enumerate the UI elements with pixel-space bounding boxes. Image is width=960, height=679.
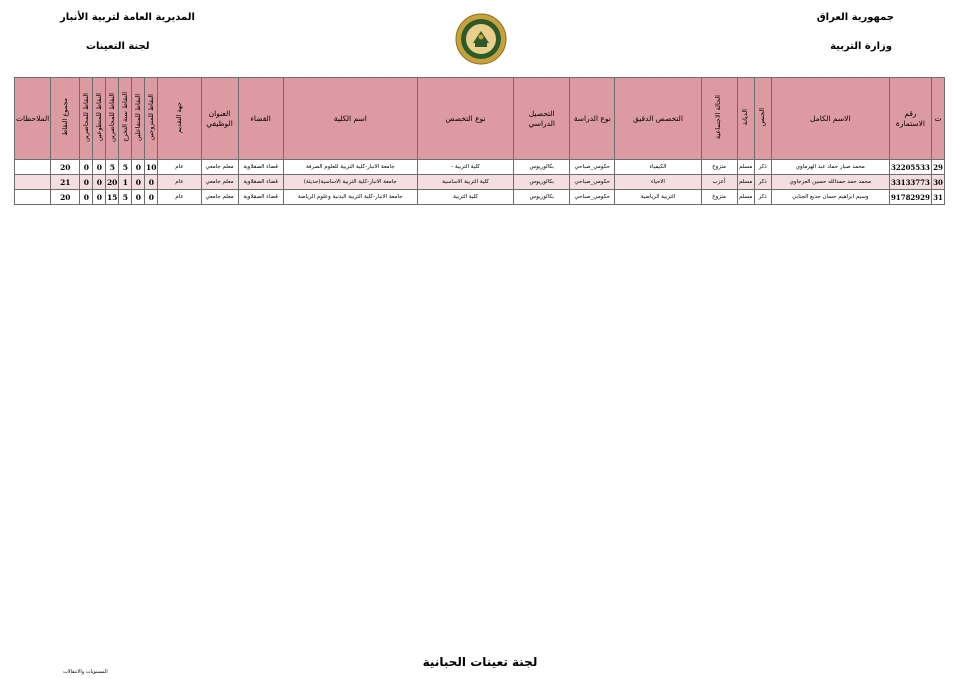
cell-district: قضاء الصقلاوية [238,160,283,175]
cell-points-5: 0 [93,160,106,175]
header-republic: جمهورية العراق [816,12,894,23]
table-row [15,190,945,205]
cell-points-6: 0 [80,175,93,190]
cell-religion: مسلم [737,175,754,190]
cell-notes [15,175,51,190]
col-college: اسم الكلية [283,78,417,160]
cell-gender: ذكر [754,175,771,190]
cell-points-5: 0 [93,175,106,190]
cell-marital: متزوج [701,190,737,205]
col-points-5: النقاط للمتطوعين [93,78,106,160]
cell-apply-side: عام [158,190,201,205]
cell-degree: بكالوريوس [514,190,570,205]
cell-points-2: 0 [132,190,145,205]
cell-form-no: 32205533 [889,160,931,175]
appointments-table [14,77,945,205]
col-points-2: النقاط للمتفاعلين [132,78,145,160]
cell-job-title: معلم جامعي [201,160,238,175]
cell-points-1: 0 [145,175,158,190]
cell-notes [15,190,51,205]
cell-job-title: معلم جامعي [201,190,238,205]
header-ministry: وزارة التربية [830,41,892,52]
header-directorate: المديرية العامة لتربية الأنبار [60,12,195,23]
cell-name: محمد صبار حماد عبد الهرماوي [771,160,889,175]
cell-study-type: حكومي_صباحي [570,175,615,190]
cell-points-1: 0 [145,190,158,205]
cell-marital: متزوج [701,160,737,175]
table-header-row [15,78,945,160]
col-points-1: النقاط للمتزوجين [145,78,158,160]
cell-points-2: 0 [132,175,145,190]
col-points-4: النقاط للمحاضرين [106,78,119,160]
cell-specialization: الاحياء [615,175,701,190]
col-points-6: النقاط للمحاضرين [80,78,93,160]
col-notes: الملاحظات [15,78,51,160]
cell-points-6: 0 [80,160,93,175]
cell-name: محمد حمد حمدالله حسين العرجاوي [771,175,889,190]
cell-religion: مسلم [737,160,754,175]
col-gender: الجنس [754,78,771,160]
col-seq: ت [931,78,944,160]
col-total: مجموع النقاط [51,78,80,160]
table-row [15,175,945,190]
cell-points-1: 10 [145,160,158,175]
cell-points-5: 0 [93,190,106,205]
cell-points-2: 0 [132,160,145,175]
col-district: القضاء [238,78,283,160]
col-form-no: رقم الاستمارة [889,78,931,160]
cell-college: جامعة الانبار-كلية التربية الاساسية(حديثة) [283,175,417,190]
col-spec-type: نوع التخصص [417,78,513,160]
cell-study-type: حكومي_صباحي [570,190,615,205]
cell-college: جامعة الانبار-كلية التربية البدنية وعلوم الرياضة [283,190,417,205]
cell-apply-side: عام [158,160,201,175]
cell-points-4: 15 [106,190,119,205]
cell-seq: 30 [931,175,944,190]
col-degree: التحصيل الدراسي [514,78,570,160]
cell-form-no: 91782929 [889,190,931,205]
col-name: الاسم الكامل [771,78,889,160]
col-job-title: العنوان الوظيفي [201,78,238,160]
cell-job-title: معلم جامعي [201,175,238,190]
col-points-3: النقاط سنة التخرج [119,78,132,160]
cell-total: 20 [51,160,80,175]
cell-marital: أعزب [701,175,737,190]
cell-district: قضاء الصقلاوية [238,190,283,205]
col-study-type: نوع الدراسة [570,78,615,160]
cell-points-3: 1 [119,175,132,190]
cell-total: 21 [51,175,80,190]
cell-apply-side: عام [158,175,201,190]
cell-district: قضاء الصقلاوية [238,175,283,190]
cell-college: جامعة الانبار-كلية التربية للعلوم الصرفة [283,160,417,175]
cell-degree: بكالوريوس [514,160,570,175]
table-row [15,160,945,175]
cell-specialization: التربية الرياضية [615,190,701,205]
col-apply-side: جهة التقديم [158,78,201,160]
cell-seq: 29 [931,160,944,175]
cell-specialization: الكيمياء [615,160,701,175]
footer-note: المستويات والانتقالات [63,669,108,675]
cell-total: 20 [51,190,80,205]
cell-religion: مسلم [737,190,754,205]
col-marital: الحالة الاجتماعية [701,78,737,160]
cell-points-3: 5 [119,190,132,205]
cell-points-6: 0 [80,190,93,205]
cell-name: وسيم ابراهيم حسان جديع الجنابي [771,190,889,205]
footer-committee-title: لجنة تعينات الحبانية [422,655,538,669]
cell-points-3: 5 [119,160,132,175]
cell-form-no: 33133773 [889,175,931,190]
ministry-emblem-icon [455,13,507,65]
col-specialization: التخصص الدقيق [615,78,701,160]
cell-gender: ذكر [754,160,771,175]
cell-points-4: 20 [106,175,119,190]
cell-seq: 31 [931,190,944,205]
cell-spec-type: كلية التربية - [417,160,513,175]
cell-gender: ذكر [754,190,771,205]
col-religion: الديانة [737,78,754,160]
cell-degree: بكالوريوس [514,175,570,190]
header-committee: لجنة التعينات [86,41,150,52]
cell-notes [15,160,51,175]
cell-spec-type: كلية التربية [417,190,513,205]
cell-points-4: 5 [106,160,119,175]
cell-study-type: حكومي_صباحي [570,160,615,175]
cell-spec-type: كلية التربية الاساسية [417,175,513,190]
